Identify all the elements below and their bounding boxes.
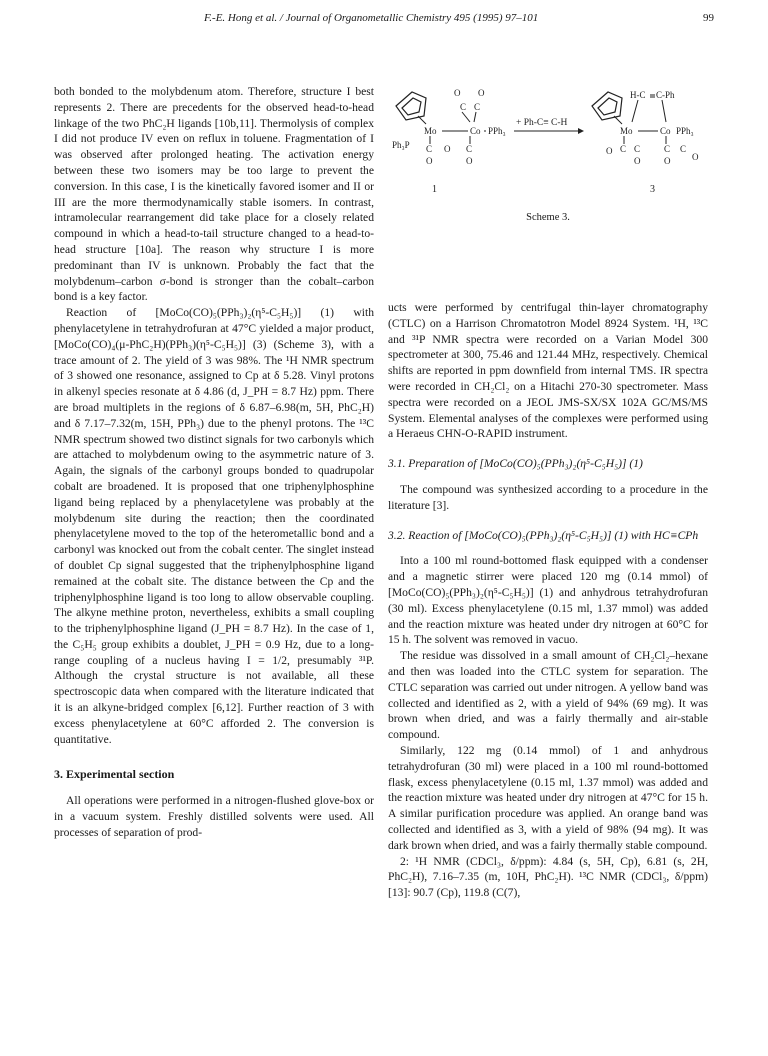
label-co: Co [660,126,671,136]
body-paragraph: Into a 100 ml round-bottomed flask equipped with a condenser and a magnetic stirrer were placed 120 mg (0.14 mmol) of [MoCo(CO)₅(PPh₃)₂(η⁵-C₅H₅)] (1) and anhydrous tetrahydrofuran (30 ml). Excess phenylacetylene (0.15 ml, 1.37 mmol) was added and the reaction mixture was heated under dry nitrogen at 60°C for 15 h. The solvent was removed in vacuo. [388,554,708,647]
scheme-caption: Scheme 3. [526,212,570,223]
body-paragraph: both bonded to the molybdenum atom. Therefore, structure I best represents 2. There are precedents for the observed head-to-head linkage of the two PhC₂H ligands [10b,11]. Thermolysis of complex I did not produce IV even on reflux in toluene. Fragmentation of I was observed after prolonged heating. The activation energy between these two isomers may be too large to prevent the conversion. In this case, I is the kinetically favored isomer and II or III are the more thermodynamically stable isomers. In contrast, intramolecular rearrangement did take place for a closely related compound in which a head-to-tail structure changed to a head-to-head structure [10a]. The reason why structure I is more predominant than IV is unknown. Probably the fact that the molybdenum–carbon σ-bond is stronger than the cobalt–carbon bond is a key factor. [54,85,374,304]
cp-ring-left [396,92,426,120]
subsection-heading: 3.1. Preparation of [MoCo(CO)₅(PPh₃)₂(η⁵-C₅H₅)] (1) [388,457,643,471]
label-o: O [634,156,641,166]
arrow-head [578,128,584,134]
label-c: C [634,144,641,154]
body-paragraph: The compound was synthesized according to a procedure in the literature [3]. [388,482,708,512]
label-o: O [444,144,451,154]
page-number: 99 [703,12,714,24]
right-column [388,300,708,901]
label-cph: C-Ph [656,90,675,100]
label-o: O [454,88,461,98]
cp-ring-right [592,92,622,120]
label-o: O [466,156,473,166]
body-paragraph: The residue was dissolved in a small amount of CH₂Cl₂–hexane and then was loaded into the CTLC system for separation. The CTLC separation was carried out under nitrogen. A yellow band was collected and identified as 2, with a yield of 94% (69 mg). It was brown when dried, and was a fairly thermally and air-stable compound. [388,649,708,742]
page-header [54,12,714,28]
reagent-label: + Ph-C≡ C-H [516,118,568,128]
section-heading: 3. Experimental section [54,767,175,782]
label-c: C [620,144,627,154]
scheme-3-figure [388,84,708,274]
label-c: C [680,144,687,154]
label-hc: H-C [630,90,646,100]
compound-number-3: 3 [650,184,655,195]
body-paragraph: ucts were performed by centrifugal thin-layer chromatography (CTLC) on a Harrison Chromatotron Model 8924 System. ¹H, ¹³C and ³¹P NMR spectra were recorded on a Varian Model 300 spectrometer at 300, 75.46 and 121.44 MHz, respectively. Chemical shifts are reported in ppm downfield from internal TMS. IR spectra were recorded in CH₂Cl₂ on a Hitachi 270-30 spectrometer. Mass spectra were recorded on a JEOL JMS-SX/SX 102A GC/MS/MS System. Elemental analyses of the complexes were performed using a Heraeus CHN-O-RAPID instrument. [388,301,708,441]
label-c: C [664,144,671,154]
body-paragraph: 2: ¹H NMR (CDCl₃, δ/ppm): 4.84 (s, 5H, Cp), 6.81 (s, 2H, PhC₂H), 7.16–7.35 (m, 10H, PhC₂H). ¹³C NMR (CDCl₃, δ/ppm) [13]: 90.7 (Cp), 119.8 (C(7), [388,854,708,900]
label-ph3p: Ph₃P [392,140,410,150]
body-paragraph: Reaction of [MoCo(CO)₅(PPh₃)₂(η⁵-C₅H₅)] (1) with phenylacetylene in tetrahydrofuran at 47°C yielded a major product, [MoCo(CO)₄(μ-PhC₂H)(PPh₃)(η⁵-C₅H₅)] (3) (Scheme 3), with a trace amount of 2. The yield of 3 was 98%. The ¹H NMR spectrum of 3 showed one resonance, assigned to Cp at δ 5.28. Vinyl protons in alkenyl species resonate at δ 4.86 (d, J_PH = 8.7 Hz) ppm. There are broad multiplets in the regions of δ 6.87–6.98(m, 5H, PhC₂H) and δ 7.17–7.32(m, 15H, PPh₃) due to the phenyl protons. The ¹³C NMR spectrum showed two distinct signals for two carbonyls which are attached to molybdenum owing to the asymmetric nature of 3. Again, the signals of the carbonyl groups bonded to quadrupolar cobalt are broadened. It is proposed that one triphenylphosphine ligand being replaced by a phenylacetylene was probably at the molybdenum site during the reaction; then the coordinated phenylacetylene moved to the top of the heterometallic bond and a carbonyl was knocked out from the cobalt center. The singlet instead of doublet Cp signal suggested that the triphenylphosphine ligand remained at the cobalt site. The distance between the Cp and the triphenylphosphine ligand is too long to allow observable coupling. The alkyne methine proton, nevertheless, exhibits a small coupling to the triphenylphosphine ligand (J_PH = 8.7 Hz). In the case of 1, the C₅H₅ group exhibits a doublet, J_PH = 0.9 Hz, due to a long-range coupling of a nucleus having I = 1/2, presumably ³¹P. Although the crystal structure is not available, all these spectroscopic data when compared with the literature indicated that it is an alkyne-bridged complex [6,12]. Further reaction of 3 with excess phenylacetylene at 60°C afforded 2. The conversion is quantitative. [54,306,374,746]
label-o: O [664,156,671,166]
label-mo: Mo [620,126,633,136]
label-co: Co [470,126,481,136]
label-c: C [474,102,481,112]
label-c: C [460,102,467,112]
label-c: C [466,144,473,154]
left-column [54,84,374,841]
label-o: O [606,146,613,156]
label-mo: Mo [424,126,437,136]
scheme-diagram [388,84,708,209]
label-pph3: PPh₃ [676,126,694,136]
subsection-heading: 3.2. Reaction of [MoCo(CO)₅(PPh₃)₂(η⁵-C₅H₅)] (1) with HC≡CPh [388,528,699,542]
label-pph3: PPh₃ [488,126,506,136]
body-paragraph: All operations were performed in a nitrogen-flushed glove-box or in a vacuum system. Freshly distilled solvents were used. All processes of separation of prod- [54,794,374,839]
label-o: O [426,156,433,166]
compound-number-1: 1 [432,184,437,195]
label-o: O [692,152,699,162]
body-paragraph: Similarly, 122 mg (0.14 mmol) of 1 and anhydrous tetrahydrofuran (30 ml) were placed in a 100 ml round-bottomed flask, excess phenylacetylene (0.15 ml, 1.37 mmol) was added and the reaction mixture was heated under dry nitrogen at 47°C for 15 h. A similar purification procedure was applied. An orange band was collected and identified as 3, with a yield of 98% (94 mg). It was dark brown when dried, and was a fairly thermally stable compound. [388,743,708,852]
label-c: C [426,144,433,154]
running-title: F.-E. Hong et al. / Journal of Organometallic Chemistry 495 (1995) 97–101 [204,12,539,24]
label-o: O [478,88,485,98]
